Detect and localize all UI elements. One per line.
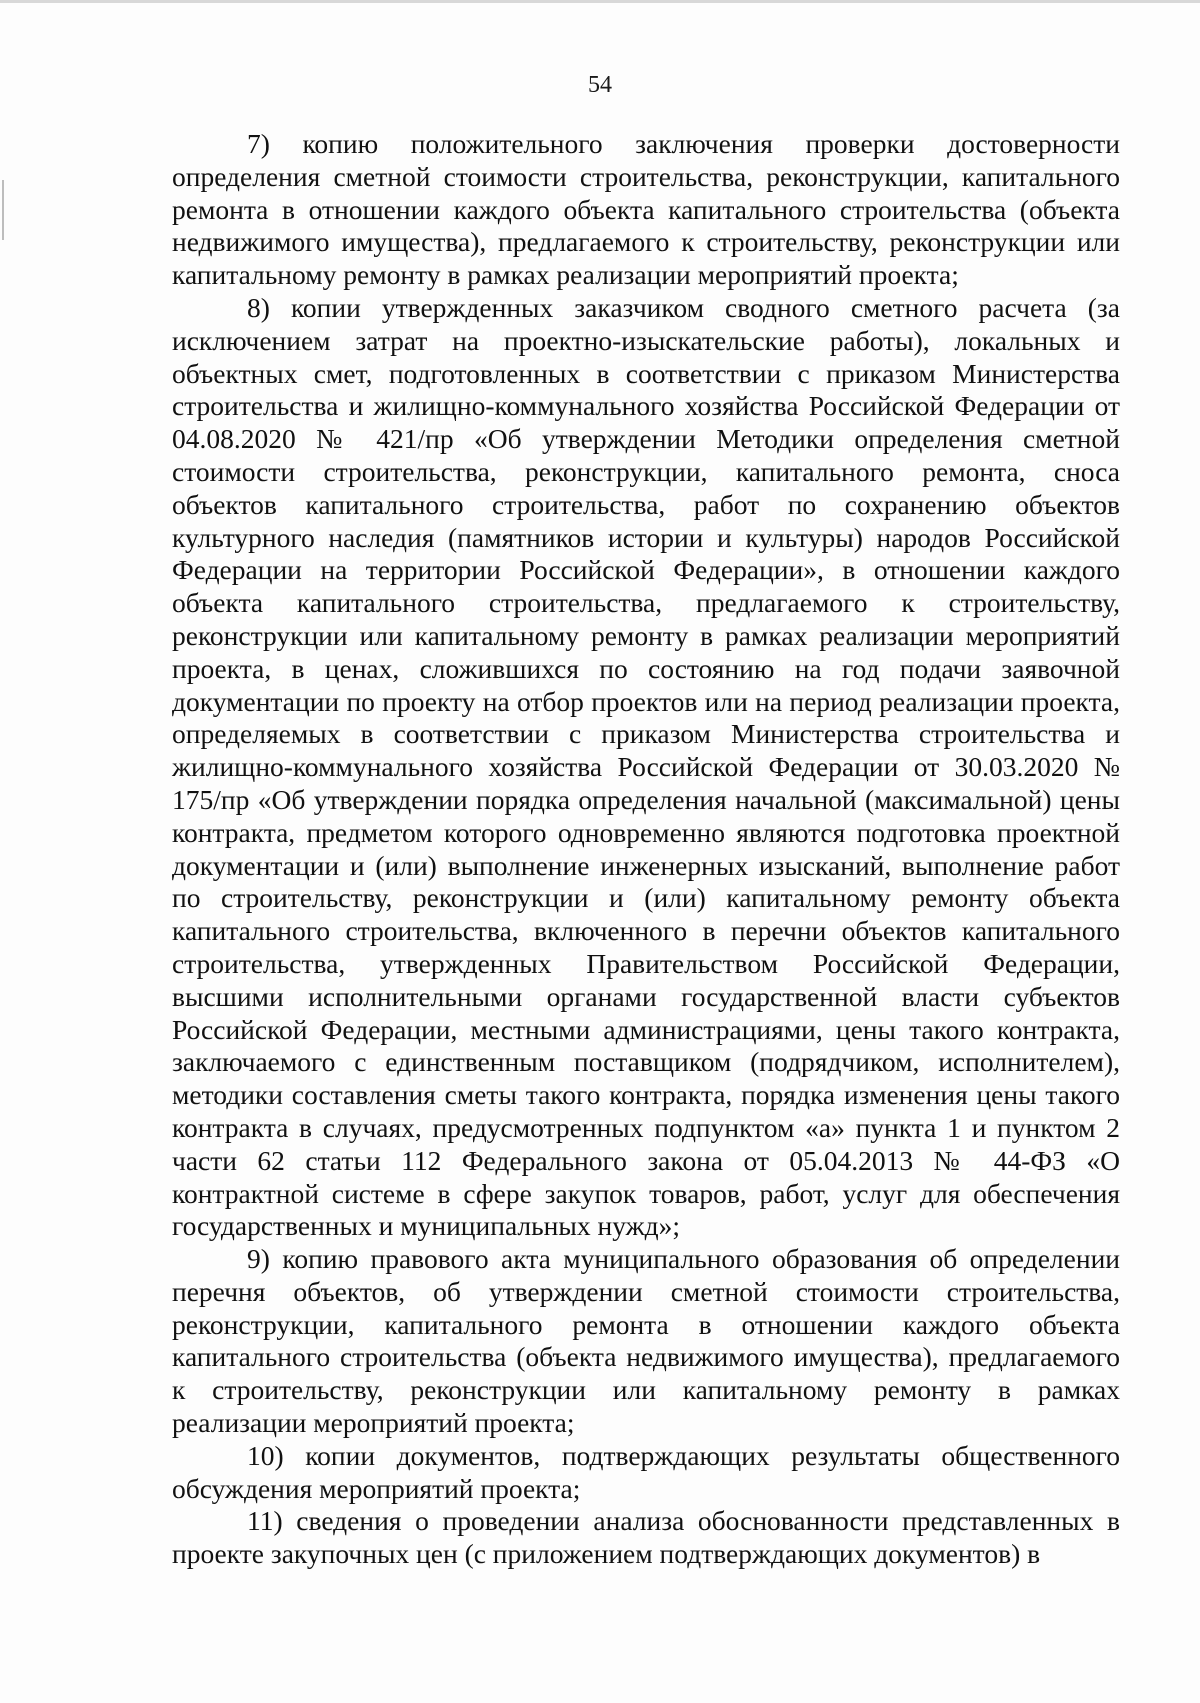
scan-margin-mark: [2, 180, 4, 240]
scan-edge-line: [0, 0, 1200, 3]
paragraph-item-9: 9) копию правового акта муниципального образования об определении перечня объектов, об утверждении сметной стоимости строительства, реконструкции, капитального ремонта в отношении каждого объекта капитального строительства (объекта недвижимого имущества), предлагаемого к строительству, реконструкции или капитальному ремонту в рамках реализации мероприятий проекта;: [172, 1243, 1120, 1439]
document-body: [172, 128, 1120, 1571]
paragraph-item-11: 11) сведения о проведении анализа обоснованности представленных в проекте закупочных цен (с приложением подтверждающих документов) в: [172, 1505, 1120, 1570]
paragraph-item-10: 10) копии документов, подтверждающих результаты общественного обсуждения мероприятий проекта;: [172, 1439, 1120, 1504]
paragraph-item-7: 7) копию положительного заключения проверки достоверности определения сметной стоимости строительства, реконструкции, капитального ремонта в отношении каждого объекта капитального строительства (объекта недвижимого имущества), предлагаемого к строительству, реконструкции или капитальному ремонту в рамках реализации мероприятий проекта;: [172, 128, 1120, 291]
paragraph-item-8: 8) копии утвержденных заказчиком сводного сметного расчета (за исключением затрат на проектно-изыскательские работы), локальных и объектных смет, подготовленных в соответствии с приказом Министерства строительства и жилищно-коммунального хозяйства Российской Федерации от 04.08.2020 № 421/пр «Об утверждении Методики определения сметной стоимости строительства, реконструкции, капитального ремонта, сноса объектов капитального строительства, работ по сохранению объектов культурного наследия (памятников истории и культуры) народов Российской Федерации на территории Российской Федерации», в отношении каждого объекта капитального строительства, предлагаемого к строительству, реконструкции или капитальному ремонту в рамках реализации мероприятий проекта, в ценах, сложившихся по состоянию на год подачи заявочной документации по проекту на отбор проектов или на период реализации проекта, определяемых в соответствии с приказом Министерства строительства и жилищно-коммунального хозяйства Российской Федерации от 30.03.2020 № 175/пр «Об утверждении порядка определения начальной (максимальной) цены контракта, предметом которого одновременно являются подготовка проектной документации и (или) выполнение инженерных изысканий, выполнение работ по строительству, реконструкции и (или) капитальному ремонту объекта капитального строительства, включенного в перечни объектов капитального строительства, утвержденных Правительством Российской Федерации, высшими исполнительными органами государственной власти субъектов Российской Федерации, местными администрациями, цены такого контракта, заключаемого с единственным поставщиком (подрядчиком, исполнителем), методики составления сметы такого контракта, порядка изменения цены такого контракта в случаях, предусмотренных подпунктом «а» пункта 1 и пунктом 2 части 62 статьи 112 Федерального закона от 05.04.2013 № 44-ФЗ «О контрактной системе в сфере закупок товаров, работ, услуг для обеспечения государственных и муниципальных нужд»;: [172, 291, 1120, 1242]
page-number: 54: [588, 72, 612, 98]
